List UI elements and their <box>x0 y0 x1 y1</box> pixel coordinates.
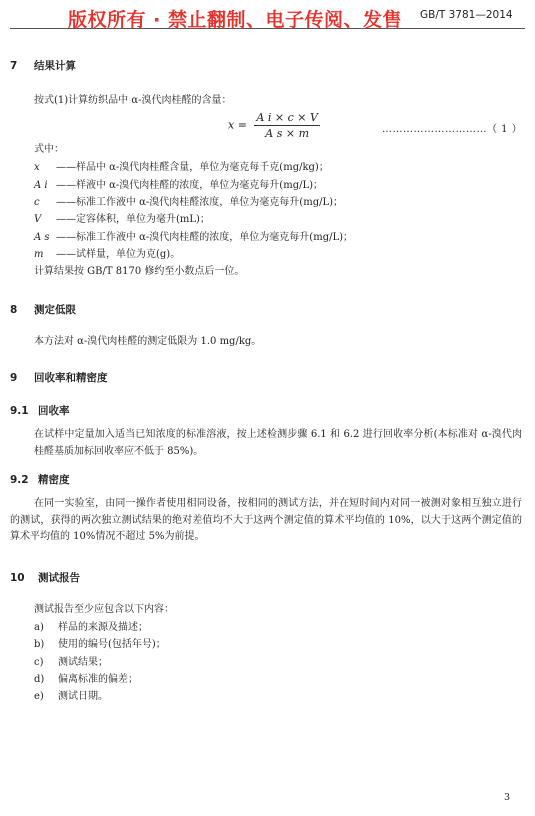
list-item-label: c) <box>34 657 44 668</box>
formula-denominator: A s × m <box>265 127 310 140</box>
list-item-text: 测试日期。 <box>58 691 108 702</box>
section-9-title: 回收率和精密度 <box>34 372 108 384</box>
section-8-title: 测定低限 <box>34 304 76 316</box>
list-item <box>34 656 108 670</box>
definition-row <box>34 196 343 210</box>
section-8-heading <box>10 302 76 317</box>
section-9-1-text: 在试样中定量加入适当已知浓度的标准溶液，按上述检测步骤 6.1 和 6.2 进行回收率分析(本标准对 α-溴代肉桂醛基质加标回收率应不低于 85%)。 <box>34 429 522 457</box>
definition-symbol: V <box>34 214 42 225</box>
list-item <box>34 690 108 704</box>
definition-symbol: m <box>34 249 44 260</box>
formula-label: …………………………（ 1 ） <box>382 124 523 135</box>
section-9-2-text: 在同一实验室，由同一操作者使用相同设备，按相同的测试方法，并在短时间内对同一被测对象相互独立进行的测试，获得的两次独立测试结果的绝对差值均不大于这两个测定值的算术平均值的 10%，以大于这两个测定值的算术平均值的 10%情况不超过 5%为前提。 <box>10 498 522 542</box>
list-item-label: d) <box>34 674 45 685</box>
definition-text: ——标准工作液中 α-溴代肉桂醛的浓度，单位为毫克每升(mg/L)； <box>56 232 354 243</box>
formula-lhs: x = <box>228 118 247 132</box>
section-10-heading <box>10 570 80 585</box>
list-item <box>34 673 138 687</box>
definition-row <box>34 231 353 245</box>
definition-symbol: x <box>34 162 40 173</box>
list-item-text: 偏离标准的偏差； <box>58 674 138 685</box>
section-10-title: 测试报告 <box>38 572 80 584</box>
section-7-title: 结果计算 <box>34 60 76 72</box>
where-label: 式中： <box>34 144 64 155</box>
definition-symbol: A i <box>34 180 48 191</box>
standard-code: GB/T 3781—2014 <box>420 9 513 21</box>
section-10-intro: 测试报告至少应包含以下内容： <box>34 604 174 615</box>
section-8-text: 本方法对 α-溴代肉桂醛的测定低限为 1.0 mg/kg。 <box>34 336 262 347</box>
section-7-heading <box>10 58 76 73</box>
section-9-1-number: 9.1 <box>10 405 29 417</box>
definition-symbol: A s <box>34 232 50 243</box>
section-9-2-title: 精密度 <box>38 474 70 486</box>
page-number: 3 <box>504 792 511 803</box>
section-9-2-heading <box>10 472 70 487</box>
list-item-label: b) <box>34 639 45 650</box>
definition-row <box>34 161 329 175</box>
formula-fraction <box>254 111 319 140</box>
list-item <box>34 638 166 652</box>
section-9-1-title: 回收率 <box>38 405 70 417</box>
section-10-number: 10 <box>10 572 25 584</box>
definition-row <box>34 213 210 227</box>
section-9-1-heading <box>10 403 70 418</box>
definition-symbol: c <box>34 197 40 208</box>
list-item-label: e) <box>34 691 44 702</box>
list-item-text: 样品的来源及描述； <box>58 622 148 633</box>
section-9-2-number: 9.2 <box>10 474 29 486</box>
list-item <box>34 621 148 635</box>
section-9-number: 9 <box>10 372 18 384</box>
definition-row <box>34 179 323 193</box>
section-9-heading <box>10 370 108 385</box>
formula-numerator: A i × c × V <box>256 111 318 124</box>
rounding-note: 计算结果按 GB/T 8170 修约至小数点后一位。 <box>34 266 245 277</box>
definition-text: ——样液中 α-溴代肉桂醛的浓度，单位为毫克每升(mg/L)； <box>56 180 324 191</box>
section-7-intro: 按式(1)计算纺织品中 α-溴代肉桂醛的含量： <box>34 95 232 106</box>
section-8-number: 8 <box>10 304 18 316</box>
definition-text: ——样品中 α-溴代肉桂醛含量，单位为毫克每千克(mg/kg)； <box>56 162 329 173</box>
watermark: 版权所有 · 禁止翻制、电子传阅、发售 <box>68 9 402 31</box>
definition-text: ——标准工作液中 α-溴代肉桂醛浓度，单位为毫克每升(mg/L)； <box>56 197 344 208</box>
formula-1 <box>228 111 320 140</box>
definition-text: ——试样量，单位为克(g)。 <box>56 249 181 260</box>
list-item-text: 使用的编号(包括年号)； <box>58 639 166 650</box>
list-item-text: 测试结果； <box>58 657 108 668</box>
list-item-label: a) <box>34 622 44 633</box>
section-7-number: 7 <box>10 60 18 72</box>
definition-text: ——定容体积，单位为毫升(mL)； <box>56 214 210 225</box>
definition-row <box>34 248 180 262</box>
